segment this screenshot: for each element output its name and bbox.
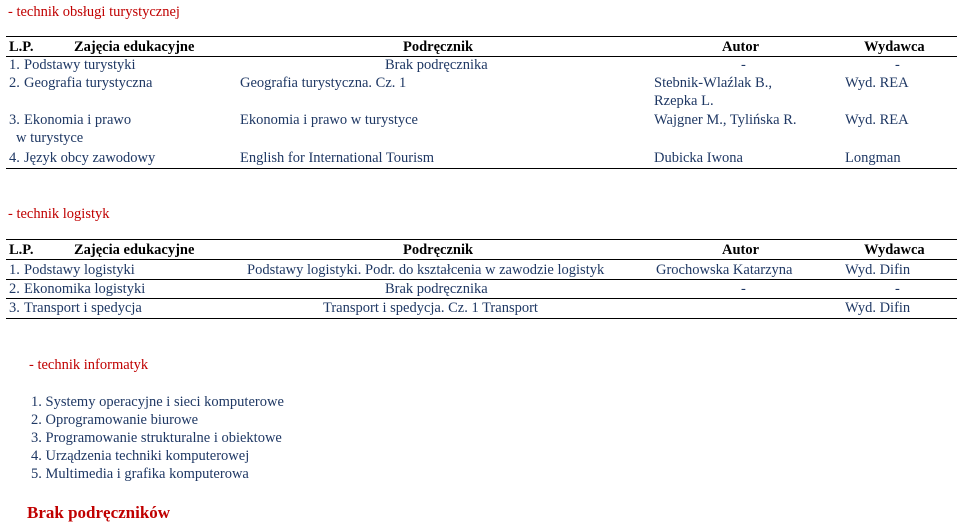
list-item: 1. Systemy operacyjne i sieci komputerowe: [31, 394, 284, 410]
list-item: 4. Urządzenia techniki komputerowej: [31, 448, 250, 464]
cell-book: Geografia turystyczna. Cz. 1: [240, 75, 407, 91]
cell-author: -: [741, 281, 746, 297]
header-book: Podręcznik: [403, 242, 474, 258]
table-divider: [6, 36, 957, 37]
cell-author: -: [741, 57, 746, 73]
cell-book: Transport i spedycja. Cz. 1 Transport: [323, 300, 538, 316]
list-item: 2. Oprogramowanie biurowe: [31, 412, 199, 428]
header-author: Autor: [722, 39, 760, 55]
cell-book: Brak podręcznika: [385, 57, 488, 73]
section-title-tourism: - technik obsługi turystycznej: [8, 4, 180, 20]
section-title-it: - technik informatyk: [29, 357, 149, 373]
list-item: 5. Multimedia i grafika komputerowa: [31, 466, 249, 482]
cell-publisher: Wyd. REA: [845, 112, 909, 128]
header-publisher: Wydawca: [864, 39, 925, 55]
cell-subject: Transport i spedycja: [24, 300, 142, 316]
cell-publisher: Wyd. Difin: [845, 262, 911, 278]
cell-subject: Ekonomia i prawo: [24, 112, 132, 128]
cell-publisher: -: [895, 281, 900, 297]
header-lp: L.P.: [9, 39, 34, 55]
cell-lp: 3.: [9, 112, 20, 128]
header-subject: Zajęcia edukacyjne: [74, 39, 195, 55]
table-divider: [6, 239, 957, 240]
cell-publisher: Longman: [845, 150, 901, 166]
header-book: Podręcznik: [403, 39, 474, 55]
cell-book: Brak podręcznika: [385, 281, 488, 297]
cell-lp: 3.: [9, 300, 20, 316]
cell-publisher: Wyd. Difin: [845, 300, 911, 316]
header-lp: L.P.: [9, 242, 34, 258]
header-subject: Zajęcia edukacyjne: [74, 242, 195, 258]
cell-book: Podstawy logistyki. Podr. do kształcenia w zawodzie logistyk: [247, 262, 605, 278]
cell-subject-line2: w turystyce: [16, 130, 84, 146]
header-author: Autor: [722, 242, 760, 258]
cell-publisher: -: [895, 57, 900, 73]
header-publisher: Wydawca: [864, 242, 925, 258]
cell-subject: Podstawy logistyki: [24, 262, 135, 278]
cell-book: Ekonomia i prawo w turystyce: [240, 112, 418, 128]
cell-author: Dubicka Iwona: [654, 150, 743, 166]
list-item: 3. Programowanie strukturalne i obiektowe: [31, 430, 282, 446]
cell-publisher: Wyd. REA: [845, 75, 909, 91]
table-divider: [6, 318, 957, 319]
cell-author: Stebnik-Wlaźlak B.,: [654, 75, 772, 91]
cell-author-line2: Rzepka L.: [654, 93, 714, 109]
no-textbooks-note: Brak podręczników: [27, 503, 171, 522]
cell-author: Grochowska Katarzyna: [656, 262, 793, 278]
cell-subject: Język obcy zawodowy: [24, 150, 156, 166]
cell-lp: 2.: [9, 75, 20, 91]
cell-subject: Ekonomika logistyki: [24, 281, 146, 297]
cell-lp: 2.: [9, 281, 20, 297]
table-divider: [6, 168, 957, 169]
cell-subject: Podstawy turystyki: [24, 57, 136, 73]
cell-book: English for International Tourism: [240, 150, 435, 166]
cell-author: Wajgner M., Tylińska R.: [654, 112, 797, 128]
table-divider: [6, 259, 957, 260]
cell-subject: Geografia turystyczna: [24, 75, 153, 91]
section-title-logistics: - technik logistyk: [8, 206, 110, 222]
cell-lp: 1.: [9, 262, 20, 278]
cell-lp: 1.: [9, 57, 20, 73]
cell-lp: 4.: [9, 150, 20, 166]
